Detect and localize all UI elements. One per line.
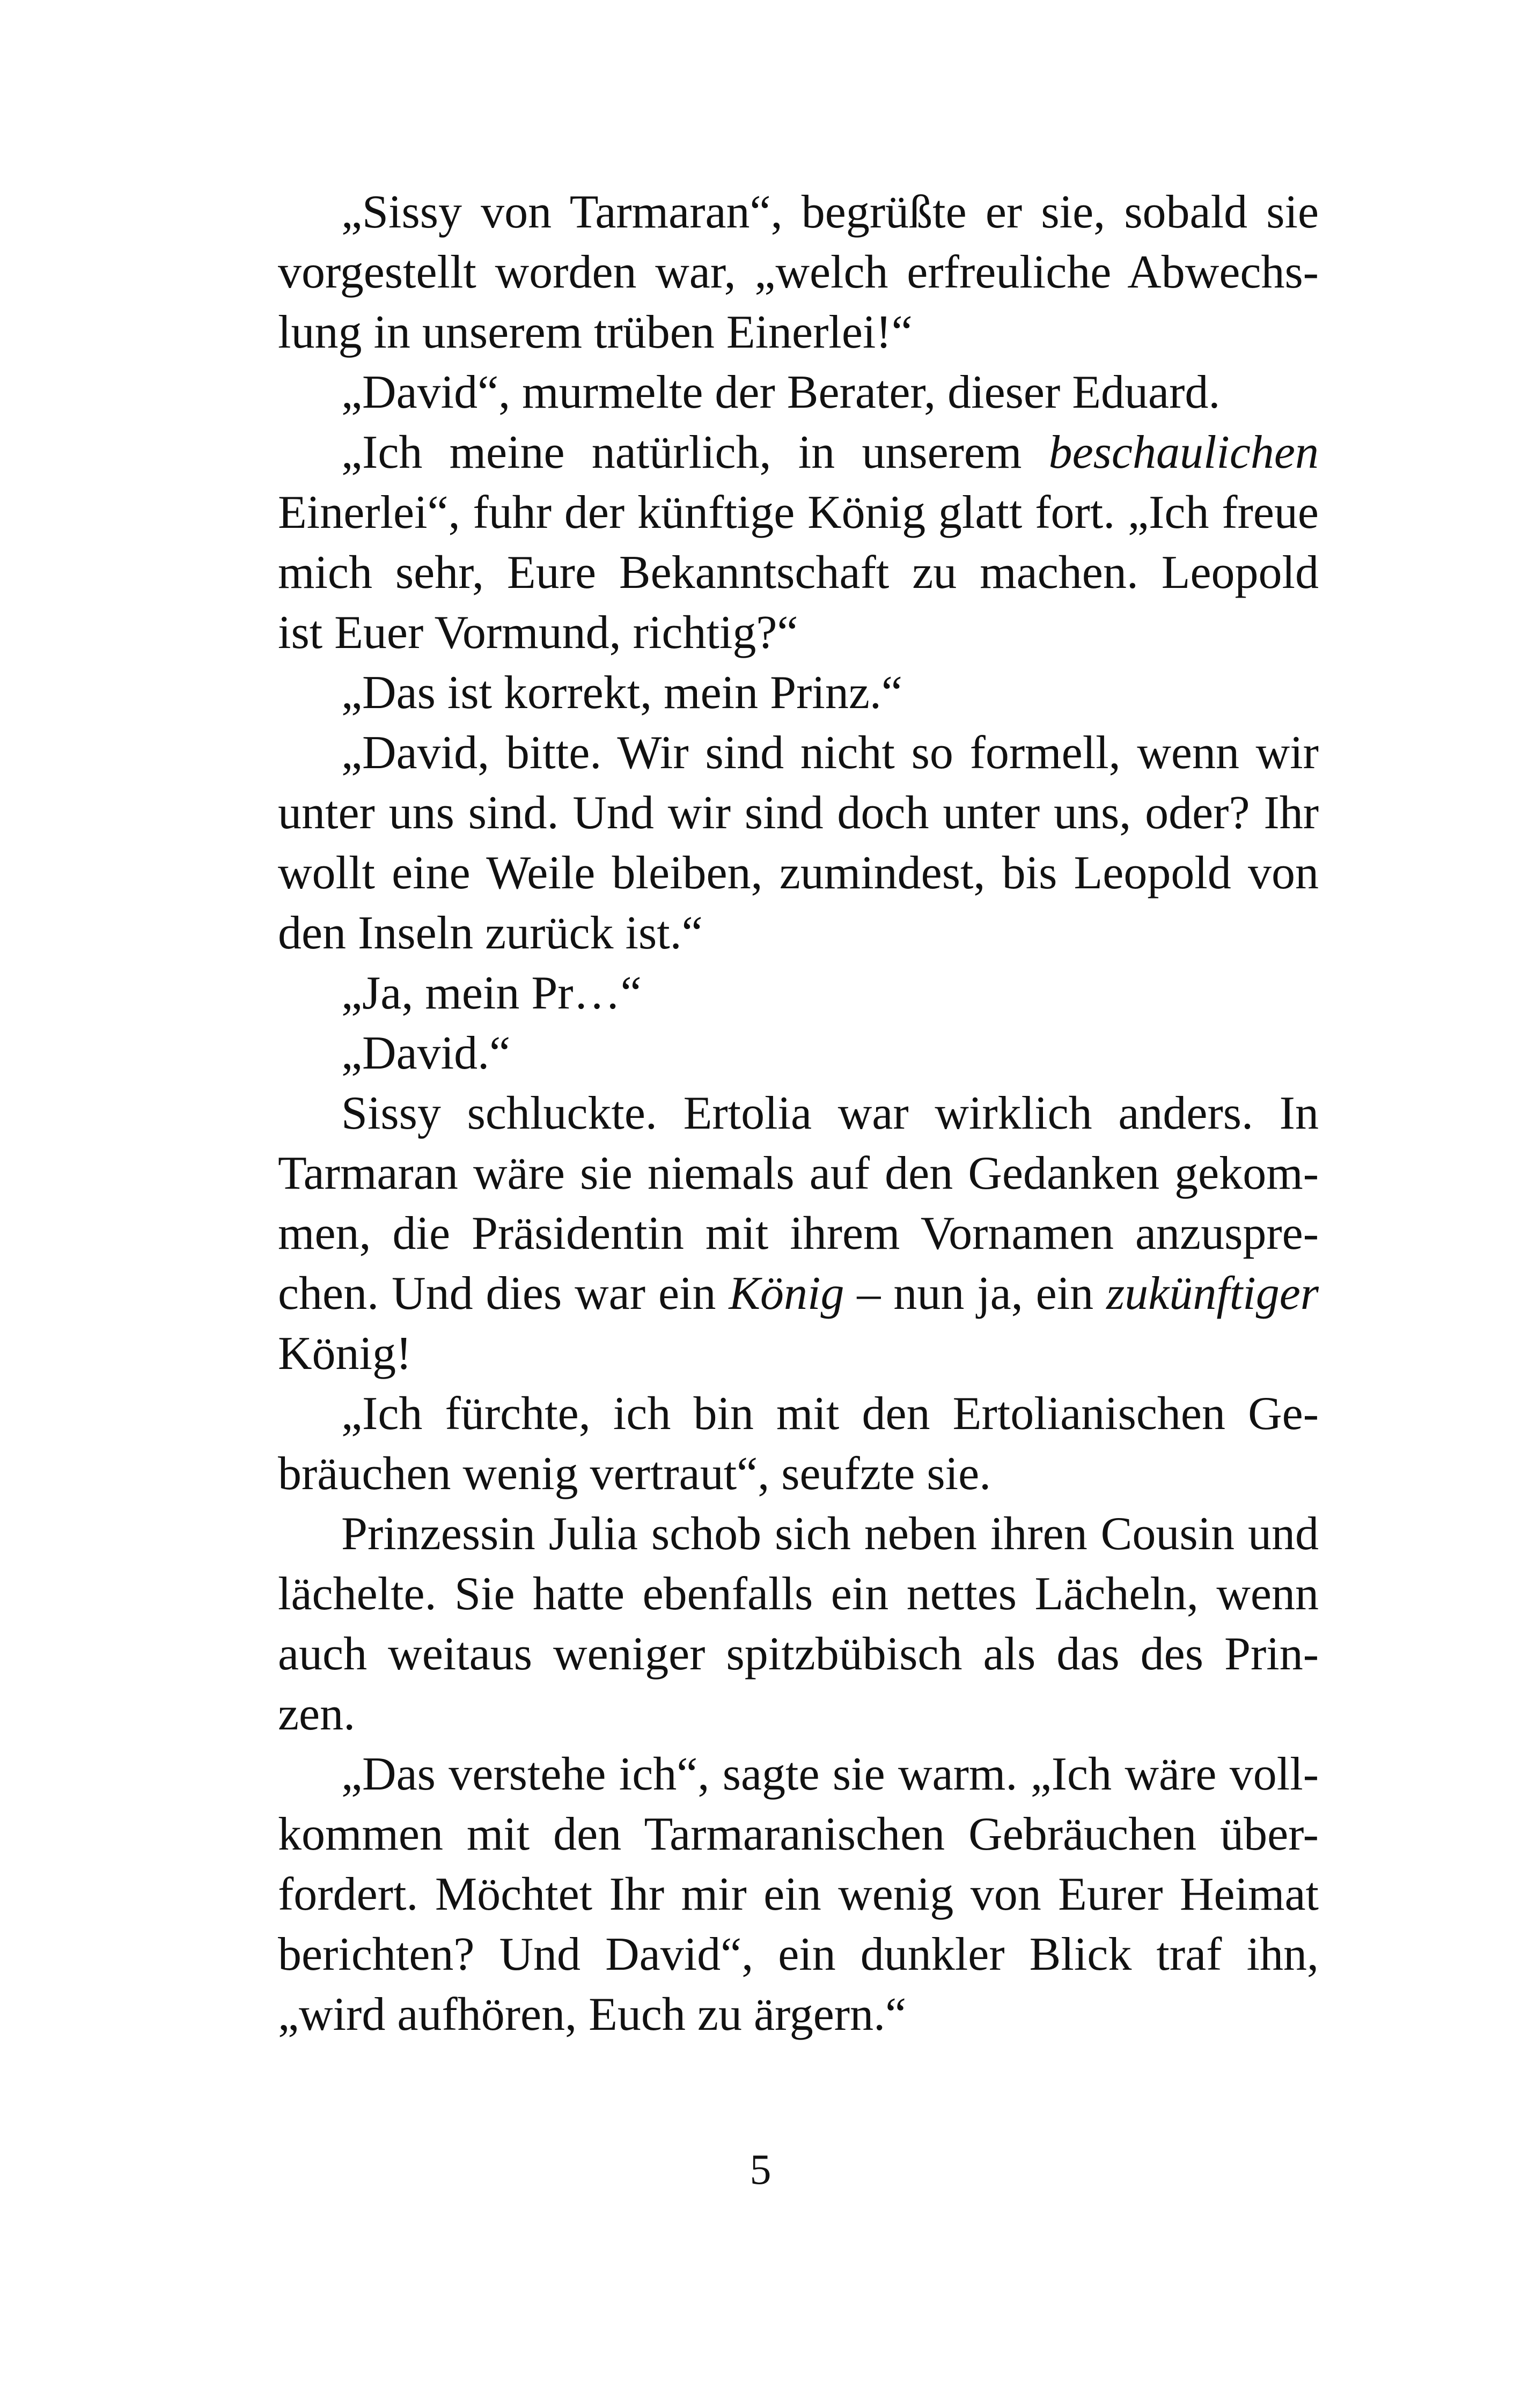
italic-text: zukünftiger: [1106, 1268, 1319, 1320]
line-text: Einerlei“, fuhr der künftige König glatt fort. „Ich freue: [278, 487, 1319, 539]
body-text: [278, 182, 1319, 2045]
line-text: chen. Und dies war ein: [278, 1268, 729, 1320]
text-line: [278, 1744, 1319, 1805]
line-text: „Sissy von Tarmaran“, begrüßte er sie, sobald sie: [341, 186, 1319, 238]
line-text: – nun ja, ein: [844, 1268, 1107, 1320]
text-line: [278, 1624, 1319, 1684]
line-text: „David, bitte. Wir sind nicht so formell, wenn wir: [341, 727, 1319, 779]
line-text: Sissy schluckte. Ertolia war wirklich anders. In: [341, 1087, 1319, 1139]
line-text: mich sehr, Eure Bekanntschaft zu machen. Leopold: [278, 547, 1319, 599]
text-line: [278, 1504, 1319, 1564]
line-text: „Das ist korrekt, mein Prinz.“: [341, 667, 902, 719]
line-text: König!: [278, 1328, 412, 1380]
text-line: [278, 1564, 1319, 1624]
text-line: [278, 1384, 1319, 1444]
line-text: „Das verstehe ich“, sagte sie warm. „Ich wäre voll-: [341, 1748, 1319, 1800]
text-line: [278, 1985, 1319, 2045]
line-text: „Ich fürchte, ich bin mit den Ertolianischen Ge-: [341, 1388, 1319, 1440]
text-line: [278, 603, 1319, 663]
line-text: vorgestellt worden war, „welch erfreuliche Abwechs-: [278, 246, 1319, 298]
line-text: lung in unserem trüben Einerlei!“: [278, 306, 913, 358]
text-line: [278, 1805, 1319, 1865]
line-text: „Ich meine natürlich, in unserem: [341, 426, 1049, 478]
text-line: [278, 843, 1319, 903]
text-line: [278, 903, 1319, 963]
text-line: [278, 1684, 1319, 1744]
line-text: ist Euer Vormund, richtig?“: [278, 607, 798, 659]
text-line: [278, 783, 1319, 843]
text-line: [278, 1444, 1319, 1504]
text-line: [278, 1084, 1319, 1144]
text-line: [278, 1204, 1319, 1264]
text-line: [278, 1264, 1319, 1324]
page-number: 5: [750, 2146, 771, 2193]
line-text: kommen mit den Tarmaranischen Gebräuchen über-: [278, 1808, 1319, 1860]
line-text: „wird aufhören, Euch zu ärgern.“: [278, 1989, 907, 2041]
line-text: wollt eine Weile bleiben, zumindest, bis Leopold von: [278, 847, 1319, 899]
line-text: unter uns sind. Und wir sind doch unter uns, oder? Ihr: [278, 787, 1319, 839]
text-line: [278, 423, 1319, 483]
line-text: „Ja, mein Pr…“: [341, 967, 642, 1019]
italic-text: beschaulichen: [1048, 426, 1319, 478]
text-line: [278, 1144, 1319, 1204]
text-line: [278, 1023, 1319, 1084]
line-text: Prinzessin Julia schob sich neben ihren Cousin und: [341, 1508, 1319, 1560]
text-line: [278, 723, 1319, 783]
text-line: [278, 543, 1319, 603]
text-line: [278, 363, 1319, 423]
line-text: „David“, murmelte der Berater, dieser Eduard.: [341, 366, 1221, 418]
line-text: fordert. Möchtet Ihr mir ein wenig von Eurer Heimat: [278, 1868, 1319, 1920]
text-line: [278, 303, 1319, 363]
text-line: [278, 663, 1319, 723]
text-line: [278, 242, 1319, 303]
text-line: [278, 1324, 1319, 1384]
line-text: lächelte. Sie hatte ebenfalls ein nettes Lächeln, wenn: [278, 1568, 1319, 1620]
line-text: Tarmaran wäre sie niemals auf den Gedanken gekom-: [278, 1147, 1319, 1199]
italic-text: König: [729, 1268, 844, 1320]
line-text: bräuchen wenig vertraut“, seufzte sie.: [278, 1448, 991, 1500]
line-text: „David.“: [341, 1027, 511, 1079]
text-line: [278, 1925, 1319, 1985]
line-text: berichten? Und David“, ein dunkler Blick traf ihn,: [278, 1928, 1319, 1980]
text-line: [278, 1865, 1319, 1925]
line-text: men, die Präsidentin mit ihrem Vornamen anzuspre-: [278, 1207, 1319, 1260]
text-line: [278, 963, 1319, 1023]
line-text: den Inseln zurück ist.“: [278, 907, 703, 959]
text-line: [278, 483, 1319, 543]
text-line: [278, 182, 1319, 242]
line-text: auch weitaus weniger spitzbübisch als das des Prin-: [278, 1628, 1319, 1680]
line-text: zen.: [278, 1688, 356, 1740]
